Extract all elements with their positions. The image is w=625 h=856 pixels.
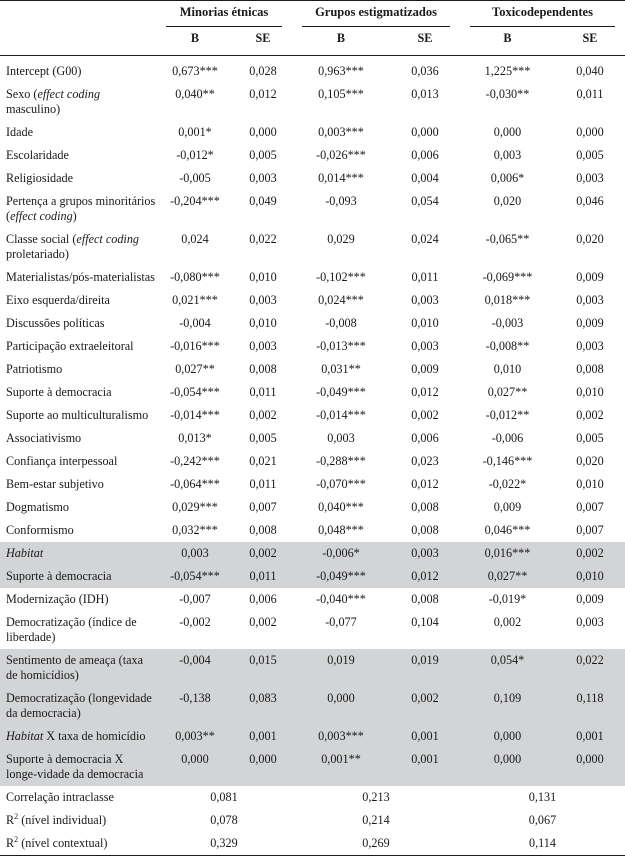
row-label-text: Associativismo — [6, 431, 82, 445]
stats-row — [0, 832, 625, 856]
table-row — [0, 121, 625, 144]
row-label — [0, 649, 156, 687]
coef-b-cell: 0,013* — [178, 431, 212, 445]
row-label — [0, 473, 156, 496]
coef-b-cell: 0,003*** — [318, 125, 364, 139]
header-blank — [0, 31, 156, 56]
coef-se-cell: 0,054 — [411, 194, 439, 208]
stats-value-cell: 0,081 — [210, 790, 238, 804]
coef-b-cell: 0,032*** — [172, 523, 218, 537]
table-row — [0, 190, 625, 228]
coef-b-cell: -0,005 — [179, 171, 211, 185]
coef-se-cell: 0,003 — [411, 339, 439, 353]
coef-se-cell: 0,002 — [555, 542, 625, 565]
row-label-text: Suporte ao multiculturalismo — [6, 408, 149, 422]
table-row — [0, 60, 625, 83]
coef-se-cell: 0,002 — [390, 687, 460, 725]
coef-b-cell: 0,002 — [493, 615, 522, 629]
coef-b-cell: 0,024 — [181, 232, 209, 246]
coef-se-cell: 0,083 — [234, 687, 292, 725]
table-row — [0, 335, 625, 358]
table-row — [0, 565, 625, 588]
table-row — [0, 687, 625, 725]
coef-b-cell: 0,018*** — [484, 293, 531, 307]
coef-b-cell: -0,014*** — [170, 408, 220, 422]
coef-se-cell: 0,024 — [411, 232, 439, 246]
row-label — [0, 404, 156, 427]
coef-se-cell: 0,011 — [576, 87, 604, 101]
coef-se-cell: 0,001 — [555, 725, 625, 748]
row-label — [0, 519, 156, 542]
coef-se-cell: 0,000 — [576, 125, 604, 139]
coef-b-cell: -0,008** — [485, 339, 530, 353]
coef-b-cell: 0,000 — [156, 748, 234, 786]
coef-se-cell: 0,010 — [576, 385, 604, 399]
row-label-text: (nível contextual) — [18, 836, 108, 850]
coef-se-cell: 0,000 — [411, 125, 439, 139]
coef-b-cell: 0,029 — [327, 232, 355, 246]
coef-b-cell: 0,003 — [156, 542, 234, 565]
coef-se-cell: 0,007 — [576, 500, 604, 514]
coef-se-cell: 0,003 — [576, 293, 604, 307]
coef-se-cell: 0,010 — [411, 316, 439, 330]
coef-b-cell: 0,020 — [493, 194, 522, 208]
coef-se-cell: 0,001 — [390, 725, 460, 748]
coef-se-cell: 0,011 — [249, 477, 277, 491]
coef-b-cell: 0,024*** — [318, 293, 364, 307]
row-label — [0, 60, 156, 83]
col-header-b: B — [460, 31, 555, 56]
coef-se-cell: 0,005 — [249, 148, 277, 162]
table-row — [0, 450, 625, 473]
coef-b-cell: 0,003 — [327, 431, 355, 445]
coef-b-cell: -0,016*** — [170, 339, 220, 353]
coef-b-cell: 0,021*** — [172, 293, 218, 307]
col-header-se: SE — [555, 31, 625, 56]
table-row — [0, 83, 625, 121]
coef-se-cell: 0,009 — [576, 270, 604, 284]
coef-se-cell: 0,010 — [249, 270, 277, 284]
coef-b-cell: 0,029*** — [172, 500, 218, 514]
coef-b-cell: 0,000 — [292, 687, 390, 725]
row-label-text: Democratização (índice de liberdade) — [6, 615, 137, 644]
coef-se-cell: 0,040 — [576, 64, 604, 78]
stats-row — [0, 809, 625, 832]
coef-se-cell: 0,020 — [576, 232, 604, 246]
coef-b-cell: 0,014*** — [318, 171, 364, 185]
coef-b-cell: -0,242*** — [170, 454, 220, 468]
coef-se-cell: 0,009 — [411, 362, 439, 376]
coef-b-cell: -0,019* — [488, 592, 527, 606]
coef-b-cell: 0,019 — [292, 649, 390, 687]
row-label-text: Suporte à democracia — [6, 569, 112, 583]
coef-se-cell: 0,006 — [411, 148, 439, 162]
coef-b-cell: 0,016*** — [460, 542, 555, 565]
stats-value-cell: 0,114 — [460, 832, 625, 856]
coef-b-cell: -0,288*** — [316, 454, 366, 468]
coef-b-cell: -0,064*** — [170, 477, 220, 491]
coef-se-cell: 0,003 — [576, 615, 604, 629]
row-label-text: Suporte à democracia — [6, 385, 112, 399]
coef-b-cell: -0,138 — [156, 687, 234, 725]
group-header-grupos — [292, 5, 460, 31]
header-blank — [0, 5, 156, 31]
coef-se-cell: 0,002 — [234, 542, 292, 565]
row-label-text: Conformismo — [6, 523, 74, 537]
row-label-text: Sentimento de ameaça (taxa de homicídios) — [6, 653, 144, 682]
group-header-toxico — [460, 5, 625, 31]
row-label-text: Sexo ( — [6, 87, 38, 101]
row-label — [0, 144, 156, 167]
coef-se-cell: 0,020 — [576, 454, 604, 468]
coef-b-cell: -0,065** — [485, 232, 530, 246]
coef-b-cell: 0,046*** — [484, 523, 531, 537]
coef-se-cell: 0,023 — [411, 454, 439, 468]
coef-b-cell: 0,010 — [493, 362, 522, 376]
superscript: 2 — [14, 834, 19, 844]
row-label-text: R — [6, 836, 15, 850]
table-row — [0, 312, 625, 335]
table-row — [0, 358, 625, 381]
coef-b-cell: 0,003*** — [292, 725, 390, 748]
coef-b-cell: -0,093 — [325, 194, 357, 208]
table-row — [0, 228, 625, 266]
coef-b-cell: 0,963*** — [318, 64, 364, 78]
coef-se-cell: 0,003 — [249, 171, 277, 185]
table-row — [0, 725, 625, 748]
row-label-text: X taxa de homicídio — [43, 729, 146, 743]
stats-value-cell: 0,067 — [528, 813, 557, 827]
row-label-text: R — [6, 813, 15, 827]
coef-se-cell: 0,011 — [249, 385, 277, 399]
row-label — [0, 381, 156, 404]
coef-se-cell: 0,003 — [411, 293, 439, 307]
coef-b-cell: -0,013*** — [316, 339, 366, 353]
table-row — [0, 289, 625, 312]
row-label — [0, 289, 156, 312]
row-label — [0, 450, 156, 473]
coef-se-cell: 0,022 — [249, 232, 277, 246]
row-label — [0, 542, 156, 565]
coef-b-cell: -0,012* — [176, 148, 214, 162]
coef-se-cell: 0,002 — [249, 615, 277, 629]
coef-b-cell: -0,054*** — [156, 565, 234, 588]
coef-b-cell: 0,000 — [493, 125, 522, 139]
table-row — [0, 748, 625, 786]
coef-b-cell: 0,673*** — [172, 64, 218, 78]
coef-se-cell: 0,049 — [249, 194, 277, 208]
row-label — [0, 121, 156, 144]
coef-se-cell: 0,003 — [249, 339, 277, 353]
coef-se-cell: 0,003 — [576, 171, 604, 185]
coef-b-cell: -0,022* — [488, 477, 527, 491]
row-label-italic: effect coding — [37, 87, 101, 101]
coef-se-cell: 0,011 — [234, 565, 292, 588]
row-label-text: Escolaridade — [6, 148, 69, 162]
row-label — [0, 687, 156, 725]
coef-se-cell: 0,012 — [390, 565, 460, 588]
coef-b-cell: 0,003** — [156, 725, 234, 748]
coef-se-cell: 0,009 — [576, 316, 604, 330]
coef-b-cell: -0,070*** — [316, 477, 366, 491]
table-row — [0, 496, 625, 519]
coef-se-cell: 0,001 — [234, 725, 292, 748]
coef-b-cell: -0,049*** — [316, 385, 366, 399]
coef-se-cell: 0,000 — [249, 125, 277, 139]
stats-value-cell: 0,213 — [362, 790, 390, 804]
coef-b-cell: -0,040*** — [316, 592, 366, 606]
coef-b-cell: 0,001** — [292, 748, 390, 786]
row-label-text: Suporte à democracia X longe-vidade da democracia — [6, 752, 144, 781]
coef-se-cell: 0,005 — [576, 431, 604, 445]
coef-se-cell: 0,012 — [411, 477, 439, 491]
coef-se-cell: 0,005 — [249, 431, 277, 445]
coef-se-cell: 0,019 — [390, 649, 460, 687]
coef-se-cell: 0,008 — [411, 592, 439, 606]
coef-b-cell: -0,204*** — [170, 194, 220, 208]
coef-se-cell: 0,007 — [249, 500, 277, 514]
row-label-italic: effect coding — [10, 209, 73, 223]
coef-se-cell: 0,012 — [249, 87, 277, 101]
coef-b-cell: -0,049*** — [292, 565, 390, 588]
stats-value-cell: 0,214 — [362, 813, 390, 827]
stats-label — [0, 832, 156, 856]
coef-b-cell: 0,040*** — [318, 500, 364, 514]
coef-se-cell: 0,008 — [249, 523, 277, 537]
row-label-text: (nível individual) — [18, 813, 107, 827]
coef-se-cell: 0,007 — [576, 523, 604, 537]
row-label-text: Modernização (IDH) — [6, 592, 109, 606]
coef-b-cell: 0,048*** — [318, 523, 364, 537]
group-label: Minorias étnicas — [166, 5, 282, 27]
col-header-b: B — [292, 31, 390, 56]
row-label-text: Dogmatismo — [6, 500, 69, 514]
row-label-italic: Habitat — [6, 729, 44, 743]
coef-se-cell: 0,006 — [249, 592, 277, 606]
coef-b-cell: 0,001* — [178, 125, 212, 139]
table-row — [0, 404, 625, 427]
coef-se-cell: 0,003 — [576, 339, 604, 353]
coef-se-cell: 0,104 — [411, 615, 439, 629]
table-row — [0, 427, 625, 450]
group-label: Grupos estigmatizados — [302, 5, 450, 27]
coef-b-cell: -0,026*** — [316, 148, 366, 162]
row-label-text: Intercept (G00) — [6, 64, 82, 78]
table-row — [0, 381, 625, 404]
stats-label — [0, 809, 156, 832]
table-row — [0, 542, 625, 565]
coef-b-cell: -0,003 — [491, 316, 524, 330]
coef-se-cell: 0,010 — [576, 477, 604, 491]
coef-b-cell: -0,002 — [179, 615, 211, 629]
coef-se-cell: 0,002 — [576, 408, 604, 422]
stats-value-cell: 0,131 — [528, 790, 557, 804]
row-label — [0, 228, 156, 266]
coef-b-cell: 0,054* — [460, 649, 555, 687]
row-label-text: Correlação intraclasse — [6, 790, 114, 804]
row-label — [0, 427, 156, 450]
coef-b-cell: 0,027** — [487, 385, 528, 399]
row-label — [0, 611, 156, 649]
row-label — [0, 190, 156, 228]
coef-b-cell: 0,027** — [460, 565, 555, 588]
row-label-text: Religiosidade — [6, 171, 74, 185]
coef-se-cell: 0,008 — [576, 362, 604, 376]
coef-b-cell: -0,146*** — [482, 454, 533, 468]
coef-b-cell: -0,030** — [485, 87, 530, 101]
col-header-b: B — [156, 31, 234, 56]
coef-se-cell: 0,009 — [576, 592, 604, 606]
coef-b-cell: -0,069*** — [482, 270, 533, 284]
coef-se-cell: 0,003 — [249, 293, 277, 307]
coef-se-cell: 0,005 — [576, 148, 604, 162]
row-label — [0, 748, 156, 786]
row-label-text: Democratização (longevidade da democracia) — [6, 691, 152, 720]
coef-se-cell: 0,013 — [411, 87, 439, 101]
row-label-text: Confiança interpessoal — [6, 454, 118, 468]
coef-se-cell: 0,010 — [555, 565, 625, 588]
coef-se-cell: 0,002 — [411, 408, 439, 422]
row-label — [0, 335, 156, 358]
coef-b-cell: -0,077 — [325, 615, 357, 629]
row-label-text: Idade — [6, 125, 34, 139]
row-label-text: Discussões políticas — [6, 316, 105, 330]
table-row — [0, 473, 625, 496]
row-label-text: Pertença a grupos minoritários ( — [6, 194, 156, 223]
coef-se-cell: 0,028 — [249, 64, 277, 78]
row-label-text: Participação extraeleitoral — [6, 339, 134, 353]
coef-b-cell: 1,225*** — [484, 64, 531, 78]
row-label — [0, 83, 156, 121]
coef-se-cell: 0,008 — [411, 523, 439, 537]
row-label-text: ) — [72, 209, 77, 223]
coef-se-cell: 0,118 — [555, 687, 625, 725]
coef-b-cell: 0,009 — [493, 500, 522, 514]
coef-b-cell: 0,000 — [460, 725, 555, 748]
coef-b-cell: -0,004 — [156, 649, 234, 687]
coef-se-cell: 0,000 — [555, 748, 625, 786]
coef-se-cell: 0,008 — [249, 362, 277, 376]
coef-b-cell: -0,008 — [325, 316, 357, 330]
group-header-row — [0, 5, 625, 31]
row-label-italic: Habitat — [6, 546, 44, 560]
coef-b-cell: 0,105*** — [318, 87, 364, 101]
row-label — [0, 496, 156, 519]
row-label — [0, 167, 156, 190]
coef-b-cell: -0,054*** — [170, 385, 220, 399]
coef-se-cell: 0,036 — [411, 64, 439, 78]
coef-se-cell: 0,001 — [390, 748, 460, 786]
coef-b-cell: -0,006* — [292, 542, 390, 565]
row-label-text: Eixo esquerda/direita — [6, 293, 110, 307]
row-label — [0, 266, 156, 289]
stats-row — [0, 786, 625, 809]
coef-se-cell: 0,010 — [249, 316, 277, 330]
table-row — [0, 649, 625, 687]
row-label-text: Patriotismo — [6, 362, 63, 376]
coef-b-cell: 0,006* — [490, 171, 525, 185]
col-header-se: SE — [390, 31, 460, 56]
table-row — [0, 588, 625, 611]
coef-se-cell: 0,021 — [249, 454, 277, 468]
table-row — [0, 611, 625, 649]
table-row — [0, 266, 625, 289]
row-label — [0, 588, 156, 611]
table-row — [0, 519, 625, 542]
coef-b-cell: 0,000 — [460, 748, 555, 786]
coef-b-cell: -0,102*** — [316, 270, 366, 284]
row-label-italic: effect coding — [76, 232, 140, 246]
coef-se-cell: 0,006 — [411, 431, 439, 445]
coef-b-cell: 0,109 — [460, 687, 555, 725]
superscript: 2 — [14, 811, 19, 821]
row-label-text: proletariado) — [6, 247, 69, 261]
table-row — [0, 167, 625, 190]
coef-se-cell: 0,008 — [411, 500, 439, 514]
coef-b-cell: -0,014*** — [316, 408, 366, 422]
row-label — [0, 358, 156, 381]
stats-value-cell: 0,078 — [210, 813, 238, 827]
group-header-minorias — [156, 5, 292, 31]
coef-b-cell: -0,007 — [179, 592, 211, 606]
col-header-se: SE — [234, 31, 292, 56]
coef-b-cell: -0,012** — [485, 408, 530, 422]
coef-b-cell: 0,003 — [493, 148, 522, 162]
row-label-text: Classe social ( — [6, 232, 77, 246]
coef-se-cell: 0,012 — [411, 385, 439, 399]
row-label-text: Materialistas/pós-materialistas — [6, 270, 155, 284]
stats-value-cell: 0,269 — [292, 832, 460, 856]
coef-se-cell: 0,046 — [576, 194, 604, 208]
coef-se-cell: 0,015 — [234, 649, 292, 687]
coef-se-cell: 0,002 — [249, 408, 277, 422]
row-label — [0, 725, 156, 748]
subheader-row — [0, 31, 625, 56]
coef-b-cell: -0,006 — [491, 431, 524, 445]
row-label — [0, 312, 156, 335]
coef-b-cell: 0,040** — [175, 87, 215, 101]
coef-se-cell: 0,004 — [411, 171, 439, 185]
stats-label — [0, 786, 156, 809]
coef-se-cell: 0,022 — [555, 649, 625, 687]
coef-se-cell: 0,000 — [234, 748, 292, 786]
row-label-text: masculino) — [6, 102, 61, 116]
coef-b-cell: 0,027** — [175, 362, 215, 376]
row-label-text: Bem-estar subjetivo — [6, 477, 104, 491]
stats-value-cell: 0,329 — [156, 832, 292, 856]
coef-b-cell: -0,080*** — [170, 270, 220, 284]
coef-se-cell: 0,011 — [411, 270, 439, 284]
coef-se-cell: 0,003 — [390, 542, 460, 565]
coef-b-cell: -0,004 — [179, 316, 211, 330]
coef-b-cell: 0,031** — [321, 362, 361, 376]
row-label — [0, 565, 156, 588]
table-row — [0, 144, 625, 167]
group-label: Toxicodependentes — [470, 5, 615, 27]
